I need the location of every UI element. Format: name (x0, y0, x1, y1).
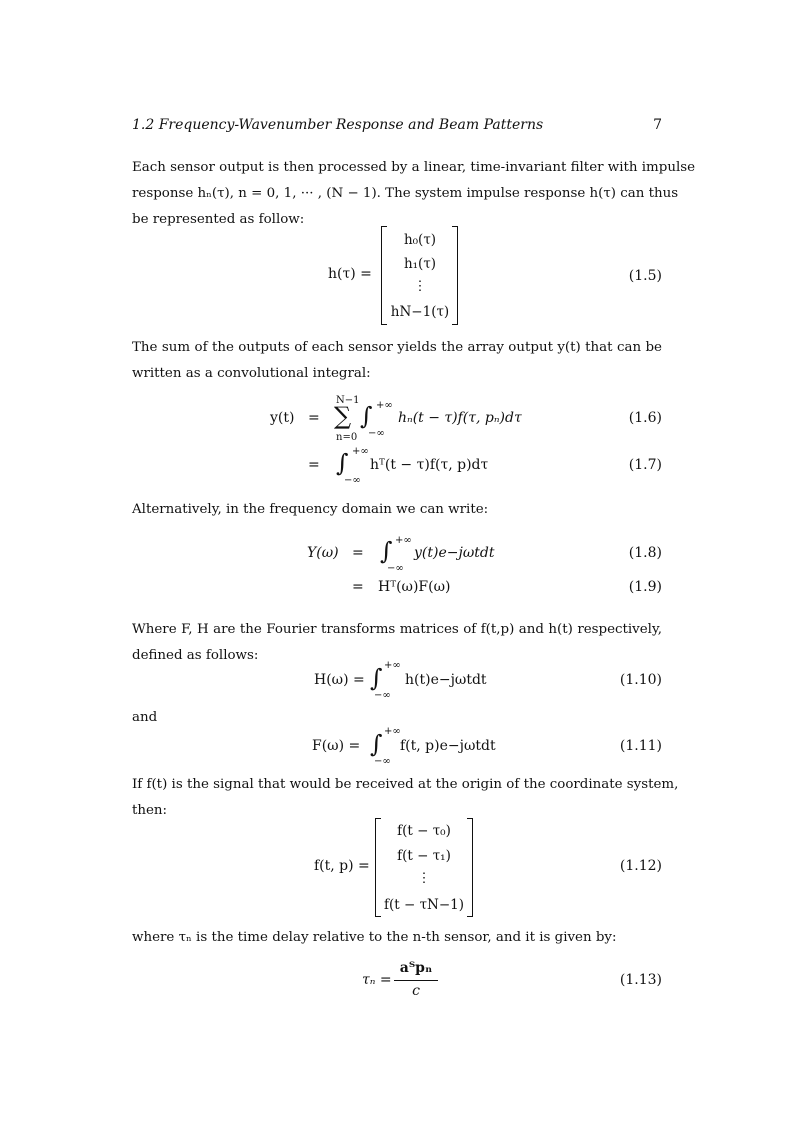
equation-lhs: Y(ω) (307, 545, 339, 561)
text-line: The sum of the outputs of each sensor yields the array output y(t) that can be (132, 340, 662, 355)
integral-symbol: ∫ (360, 402, 373, 430)
text-line: defined as follows: (132, 648, 259, 663)
equals-sign: = (308, 410, 320, 426)
integral-lower-limit: −∞ (374, 690, 391, 701)
integral-upper-limit: +∞ (352, 446, 369, 457)
text-line: Alternatively, in the frequency domain we can write: (132, 502, 489, 517)
paragraph-5 (132, 772, 679, 824)
integral-lower-limit: −∞ (344, 475, 361, 486)
fraction-denominator: c (412, 983, 420, 999)
equals-sign: = (352, 545, 364, 561)
equals-sign: = (352, 579, 364, 595)
text-line: written as a convolutional integral: (132, 366, 371, 381)
equals-sign: = (308, 457, 320, 473)
text-line: Each sensor output is then processed by a linear, time-invariant filter with impulse (132, 160, 696, 175)
integral-upper-limit: +∞ (395, 535, 412, 546)
text-line: and (132, 710, 158, 725)
equation-number: (1.12) (619, 858, 662, 874)
equation-number: (1.11) (619, 738, 662, 754)
paragraph-3 (132, 497, 662, 523)
integrand: hₙ(t − τ)f(τ, pₙ)dτ (398, 410, 522, 426)
equation-lhs: y(t) (270, 410, 295, 426)
vector-entry: f(t − τN−1) (383, 897, 465, 913)
left-bracket (381, 226, 387, 325)
vector-entry: f(t − τ₀) (397, 823, 451, 839)
sum-lower-limit: n=0 (336, 432, 358, 443)
vector-entry: h₀(τ) (403, 232, 437, 248)
right-bracket (452, 226, 458, 325)
equation-number: (1.7) (628, 457, 662, 473)
fraction-bar (394, 980, 438, 981)
vector-entry: ⋮ (413, 278, 427, 294)
integral-symbol: ∫ (370, 664, 383, 692)
vector-entry: f(t − τ₁) (397, 848, 451, 864)
integral-upper-limit: +∞ (376, 400, 393, 411)
equation-rhs: Hᵀ(ω)F(ω) (378, 579, 451, 595)
vector-entry: hN−1(τ) (390, 304, 450, 320)
sum-upper-limit: N−1 (336, 395, 360, 406)
equation-number: (1.6) (628, 410, 662, 426)
equation-lhs: F(ω) = (312, 738, 361, 754)
integral-upper-limit: +∞ (384, 660, 401, 671)
integral-upper-limit: +∞ (384, 726, 401, 737)
fraction-numerator: aᵀpₙ (399, 960, 433, 976)
equation-number: (1.5) (628, 268, 662, 284)
equation-number: (1.8) (628, 545, 662, 561)
equation-lhs: f(t, p) = (314, 858, 370, 874)
integral-lower-limit: −∞ (374, 756, 391, 767)
section-title: 1.2 Frequency-Wavenumber Response and Beam Patterns (132, 117, 544, 133)
running-header (132, 117, 662, 137)
equation-number: (1.9) (628, 579, 662, 595)
summation-symbol: ∑ (334, 402, 352, 430)
integrand: hᵀ(t − τ)f(τ, p)dτ (370, 457, 489, 473)
page-number: 7 (653, 117, 662, 133)
integrand: f(t, p)e−jωtdt (400, 738, 496, 754)
equation-number: (1.13) (619, 972, 662, 988)
integral-lower-limit: −∞ (387, 563, 404, 574)
integral-symbol: ∫ (336, 449, 349, 477)
equation-lhs: τₙ = (362, 972, 392, 988)
paragraph-6 (132, 925, 662, 951)
text-line: where τₙ is the time delay relative to the n-th sensor, and it is given by: (132, 930, 617, 945)
integral-lower-limit: −∞ (368, 428, 385, 439)
integral-symbol: ∫ (370, 730, 383, 758)
paragraph-2 (132, 335, 662, 387)
text-line: If f(t) is the signal that would be received at the origin of the coordinate system, (132, 777, 679, 792)
text-line: be represented as follow: (132, 212, 305, 227)
paragraph-1 (132, 155, 696, 233)
text-line: then: (132, 803, 168, 818)
integrand: y(t)e−jωtdt (414, 545, 495, 561)
equation-number: (1.10) (619, 672, 662, 688)
right-bracket (467, 818, 473, 917)
equation-lhs: H(ω) = (314, 672, 365, 688)
vector-entry: ⋮ (417, 870, 431, 886)
vector-entry: h₁(τ) (403, 256, 437, 272)
integral-symbol: ∫ (380, 537, 393, 565)
text-line: response hₙ(τ), n = 0, 1, ··· , (N − 1). The system impulse response h(τ) can thus (132, 186, 679, 201)
left-bracket (375, 818, 381, 917)
integrand: h(t)e−jωtdt (405, 672, 487, 688)
equation-lhs: h(τ) = (328, 266, 372, 282)
text-line: Where F, H are the Fourier transforms matrices of f(t,p) and h(t) respectively, (132, 622, 662, 637)
